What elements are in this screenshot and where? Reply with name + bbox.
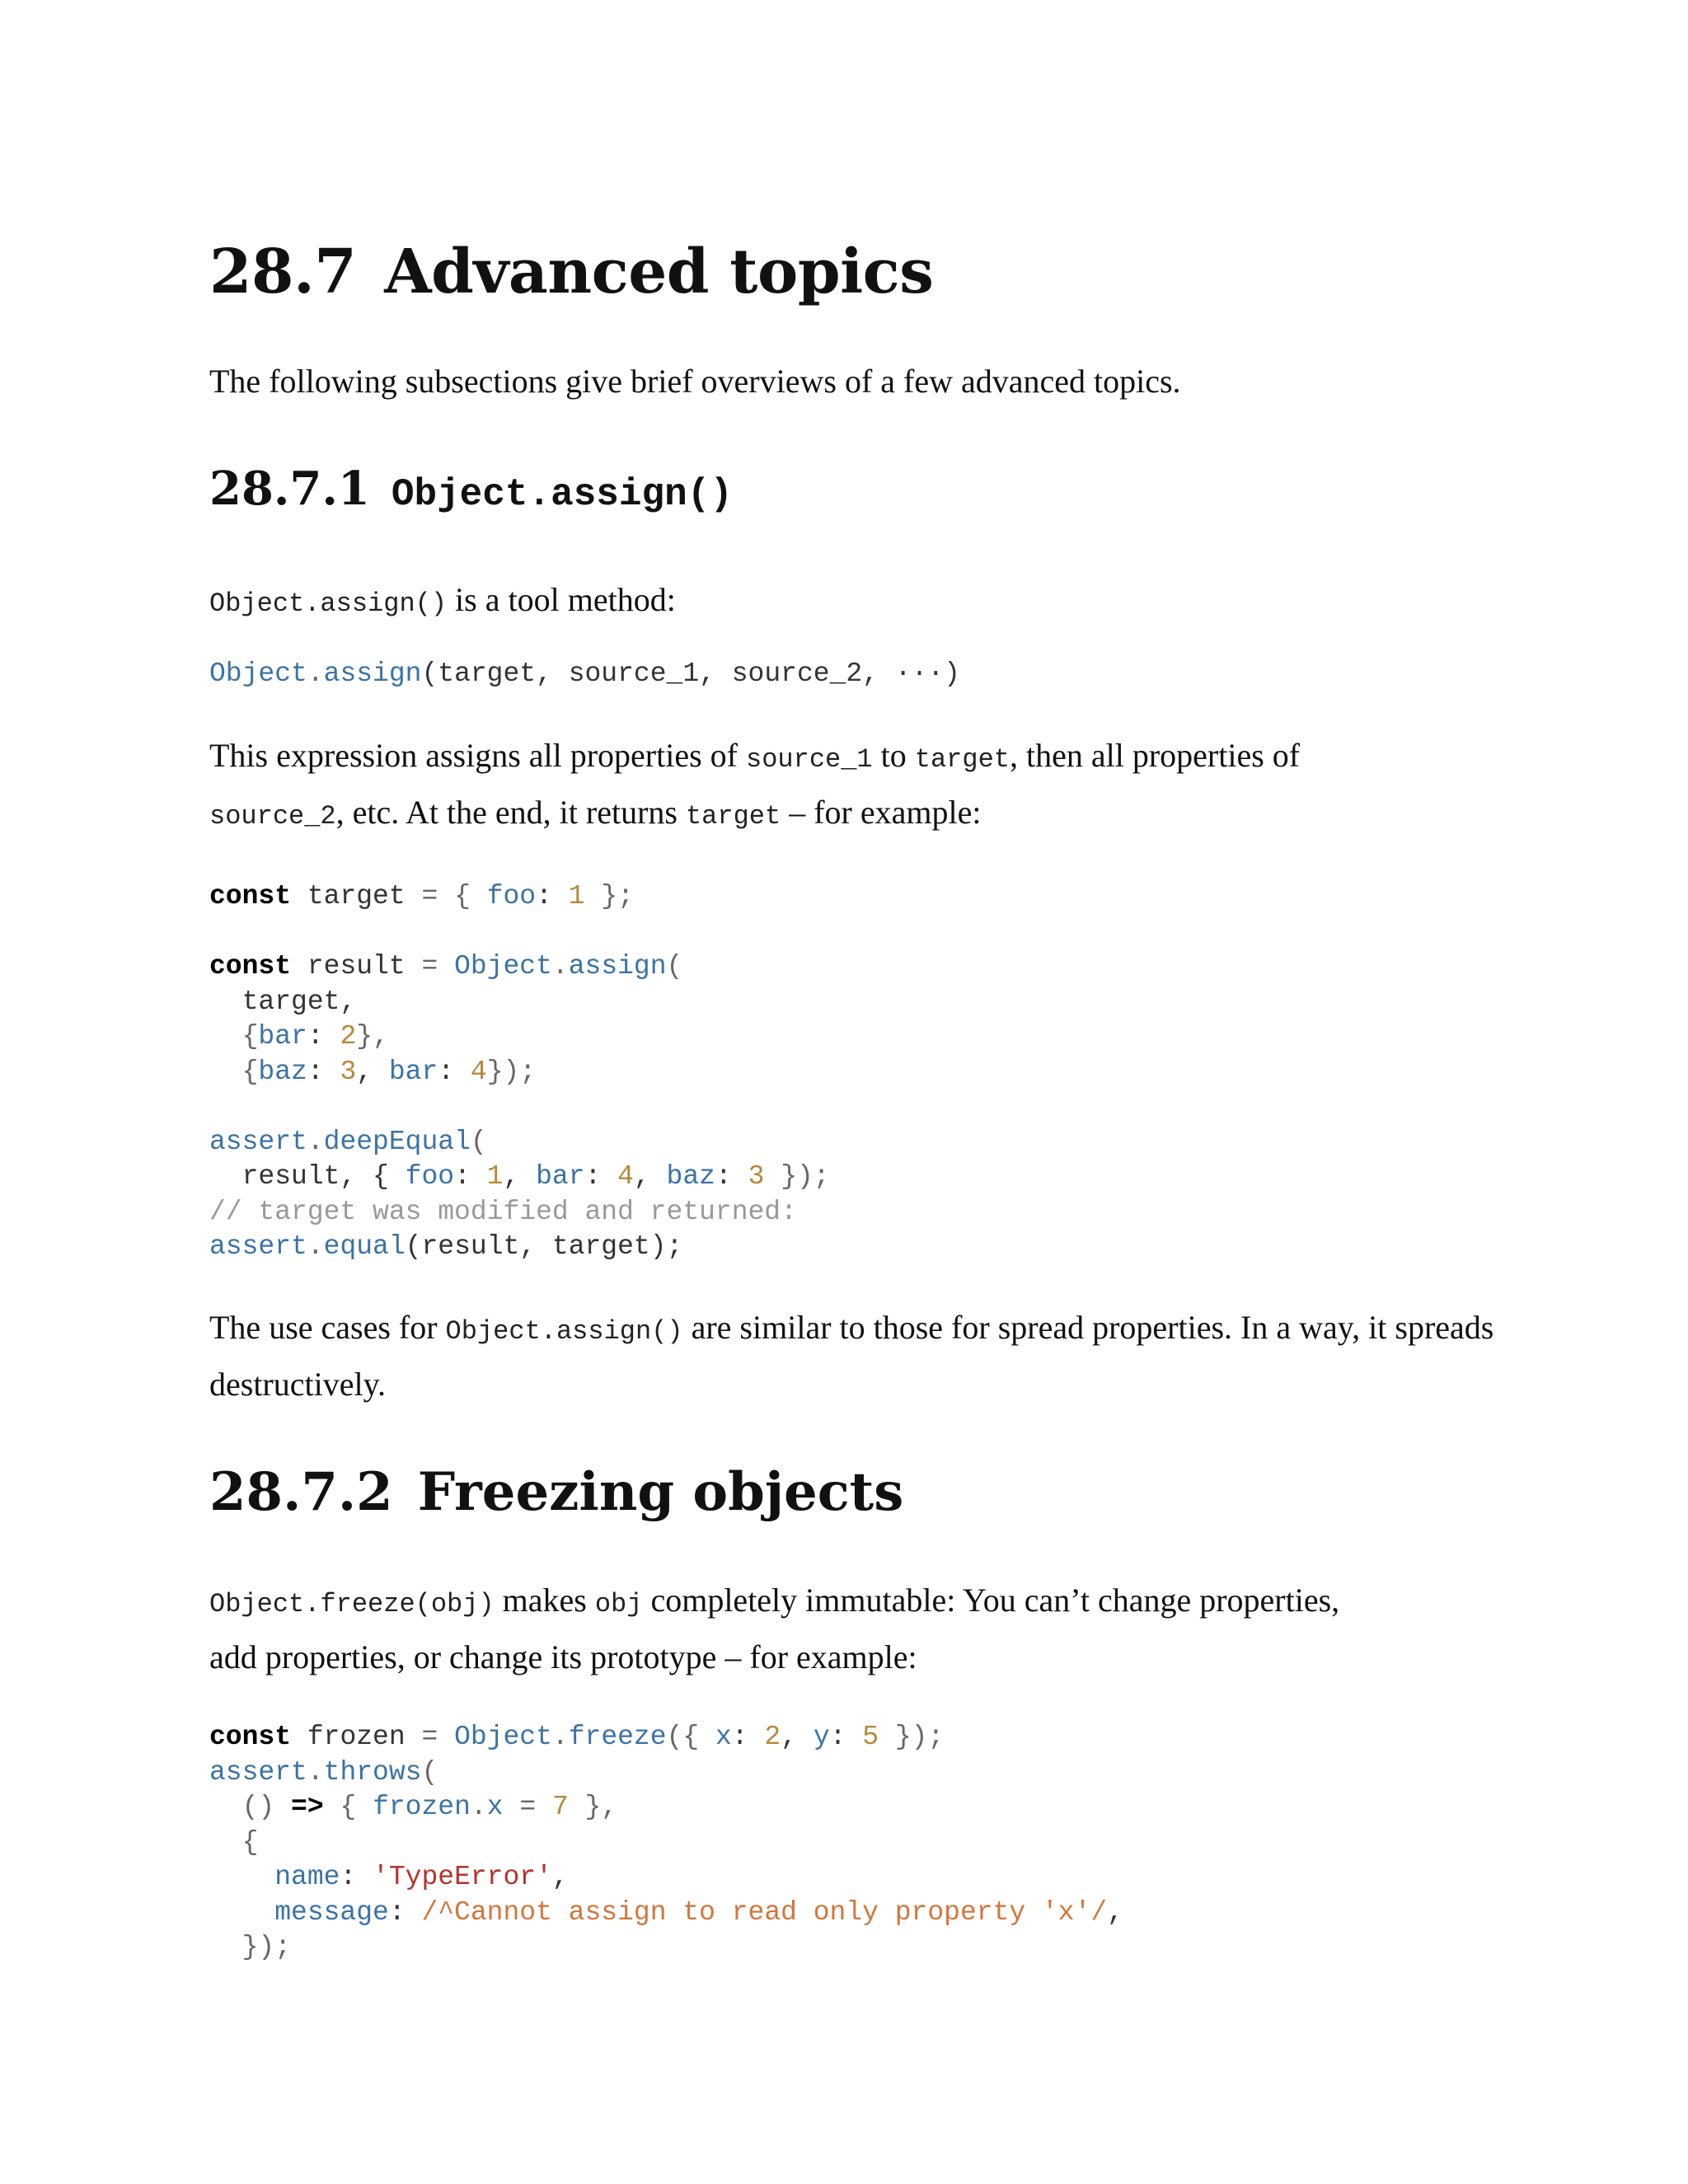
section-title: Advanced topics	[384, 237, 934, 307]
section-number: 28.7	[209, 237, 357, 307]
inline-code: Object.assign()	[209, 588, 448, 619]
subsection-title: Freezing objects	[417, 1460, 904, 1523]
subsection-heading-freezing	[209, 1460, 1495, 1523]
assign-signature-code: Object.assign(target, source_1, source_2, ···)	[209, 658, 960, 689]
assign-use-cases-paragraph: The use cases for Object.assign() are similar to those for spread properties. In a way, it spreads destructively.	[209, 1308, 1494, 1403]
assign-example-code: const target = { foo: 1 }; const result = Object.assign( target, {bar: 2}, {baz: 3, bar: 4}); assert.deepEqual( result, { foo: 1, bar: 4, baz: 3 }); // target was modified and returned: assert.equal(result, target);	[209, 881, 830, 1263]
subsection-number: 28.7.2	[209, 1460, 393, 1523]
assign-intro-paragraph	[209, 574, 1495, 630]
freeze-intro-paragraph: Object.freeze(obj) makes obj completely immutable: You can’t change properties, add properties, or change its prototype – for example:	[209, 1582, 1340, 1676]
subsection-number: 28.7.1	[209, 462, 370, 517]
document-page	[209, 239, 1495, 1966]
freeze-example-code: const frozen = Object.freeze({ x: 2, y: 5 }); assert.throws( () => { frozen.x = 7 }, { name: 'TypeError', message: /^Cannot assign to read only property 'x'/, });	[209, 1722, 1124, 1963]
assign-description-paragraph: This expression assigns all properties of source_1 to target, then all properties of source_2, etc. At the end, it returns target – for example:	[209, 737, 1301, 832]
subsection-title: Object.assign()	[391, 473, 733, 517]
section-heading	[209, 239, 1495, 306]
text: is a tool method:	[447, 580, 676, 618]
subsection-heading-assign	[209, 464, 1495, 516]
section-intro: The following subsections give brief overviews of a few advanced topics.	[209, 363, 1181, 401]
